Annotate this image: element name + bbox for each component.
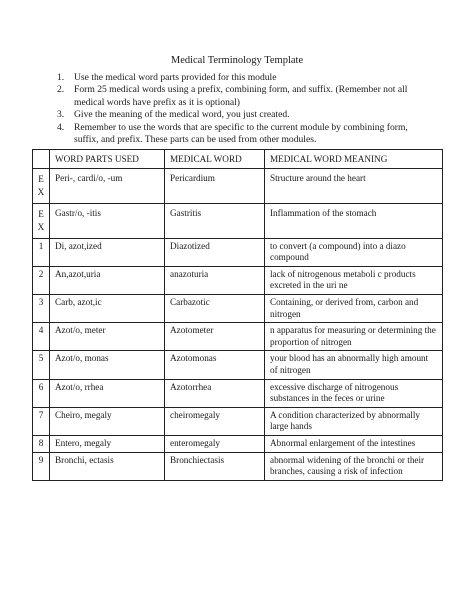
row-index: 7 bbox=[33, 407, 50, 435]
word-parts-cell: Carb, azot,ic bbox=[50, 294, 165, 322]
table-row bbox=[33, 238, 443, 266]
instruction-text: Remember to use the words that are specific to the current module by combining form, suffix, and prefix. These parts can be used from other modules. bbox=[74, 121, 408, 146]
header-word-parts: WORD PARTS USED bbox=[50, 150, 165, 169]
example-row bbox=[33, 203, 443, 238]
meaning-cell: to convert (a compound) into a diazo compound bbox=[265, 238, 443, 266]
meaning-cell: A condition characterized by abnormally large hands bbox=[265, 407, 443, 435]
table-header-row bbox=[33, 150, 443, 169]
table-row bbox=[33, 407, 443, 435]
example-marker bbox=[33, 168, 50, 203]
instruction-number: 2. bbox=[57, 84, 65, 96]
row-index: 6 bbox=[33, 379, 50, 407]
meaning-cell: Containing, or derived from, carbon and nitrogen bbox=[265, 294, 443, 322]
table-row bbox=[33, 452, 443, 480]
meaning-cell: lack of nitrogenous metaboli c products excreted in the uri ne bbox=[265, 266, 443, 294]
word-parts-cell: Azot/o, meter bbox=[50, 323, 165, 351]
instruction-number: 3. bbox=[57, 109, 65, 121]
instruction-item bbox=[54, 72, 424, 84]
row-index: 3 bbox=[33, 294, 50, 322]
row-index: 8 bbox=[33, 435, 50, 452]
table-row bbox=[33, 294, 443, 322]
row-index: 1 bbox=[33, 238, 50, 266]
meaning-cell: n apparatus for measuring or determining the proportion of nitrogen bbox=[265, 323, 443, 351]
example-marker bbox=[33, 203, 50, 238]
row-index: 2 bbox=[33, 266, 50, 294]
medical-word-cell: Carbazotic bbox=[165, 294, 265, 322]
table-row bbox=[33, 323, 443, 351]
instructions-list bbox=[54, 72, 424, 146]
medical-word-cell: Gastritis bbox=[165, 203, 265, 238]
example-letter: E bbox=[38, 208, 44, 219]
meaning-cell: Structure around the heart bbox=[265, 168, 443, 203]
row-index: 9 bbox=[33, 452, 50, 480]
row-index: 4 bbox=[33, 323, 50, 351]
instruction-number: 1. bbox=[57, 72, 65, 83]
medical-word-cell: Azotomonas bbox=[165, 351, 265, 379]
instruction-number: 4. bbox=[57, 121, 65, 133]
terminology-table bbox=[32, 149, 443, 481]
meaning-cell: excessive discharge of nitrogenous substances in the feces or urine bbox=[265, 379, 443, 407]
word-parts-cell: Entero, megaly bbox=[50, 435, 165, 452]
medical-word-cell: anazoturia bbox=[165, 266, 265, 294]
instruction-item bbox=[54, 122, 424, 147]
instruction-item bbox=[54, 109, 424, 121]
header-meaning: MEDICAL WORD MEANING bbox=[265, 150, 443, 169]
example-letter: X bbox=[37, 221, 45, 232]
table-row bbox=[33, 435, 443, 452]
medical-word-cell: Azotorrhea bbox=[165, 379, 265, 407]
header-medical-word: MEDICAL WORD bbox=[165, 150, 265, 169]
medical-word-cell: Pericardium bbox=[165, 168, 265, 203]
word-parts-cell: Bronchi, ectasis bbox=[50, 452, 165, 480]
meaning-cell: your blood has an abnormally high amount of nitrogen bbox=[265, 351, 443, 379]
example-letter: E bbox=[38, 173, 44, 184]
word-parts-cell: Gastr/o, -itis bbox=[50, 203, 165, 238]
instruction-text: Use the medical word parts provided for this module bbox=[74, 72, 277, 83]
medical-word-cell: Azotometer bbox=[165, 323, 265, 351]
medical-word-cell: enteromegaly bbox=[165, 435, 265, 452]
word-parts-cell: An,azot,uria bbox=[50, 266, 165, 294]
medical-word-cell: cheiromegaly bbox=[165, 407, 265, 435]
meaning-cell: Abnormal enlargement of the intestines bbox=[265, 435, 443, 452]
word-parts-cell: Peri-, cardi/o, -um bbox=[50, 168, 165, 203]
header-index bbox=[33, 150, 50, 169]
medical-word-cell: Diazotized bbox=[165, 238, 265, 266]
word-parts-cell: Azot/o, rrhea bbox=[50, 379, 165, 407]
row-index: 5 bbox=[33, 351, 50, 379]
word-parts-cell: Azot/o, monas bbox=[50, 351, 165, 379]
meaning-cell: abnormal widening of the bronchi or their branches, causing a risk of infection bbox=[265, 452, 443, 480]
instruction-text: Give the meaning of the medical word, you just created. bbox=[74, 109, 290, 121]
table-row bbox=[33, 351, 443, 379]
example-row bbox=[33, 168, 443, 203]
table-row bbox=[33, 266, 443, 294]
document-title: Medical Terminology Template bbox=[170, 55, 304, 66]
table-row bbox=[33, 379, 443, 407]
meaning-cell: Inflammation of the stomach bbox=[265, 203, 443, 238]
instruction-text: Form 25 medical words using a prefix, combining form, and suffix. (Remember not all medical words have prefix as it is optional) bbox=[74, 84, 408, 108]
word-parts-cell: Cheiro, megaly bbox=[50, 407, 165, 435]
example-letter: X bbox=[37, 186, 45, 197]
instruction-item bbox=[54, 84, 424, 109]
medical-word-cell: Bronchiectasis bbox=[165, 452, 265, 480]
word-parts-cell: Di, azot,ized bbox=[50, 238, 165, 266]
